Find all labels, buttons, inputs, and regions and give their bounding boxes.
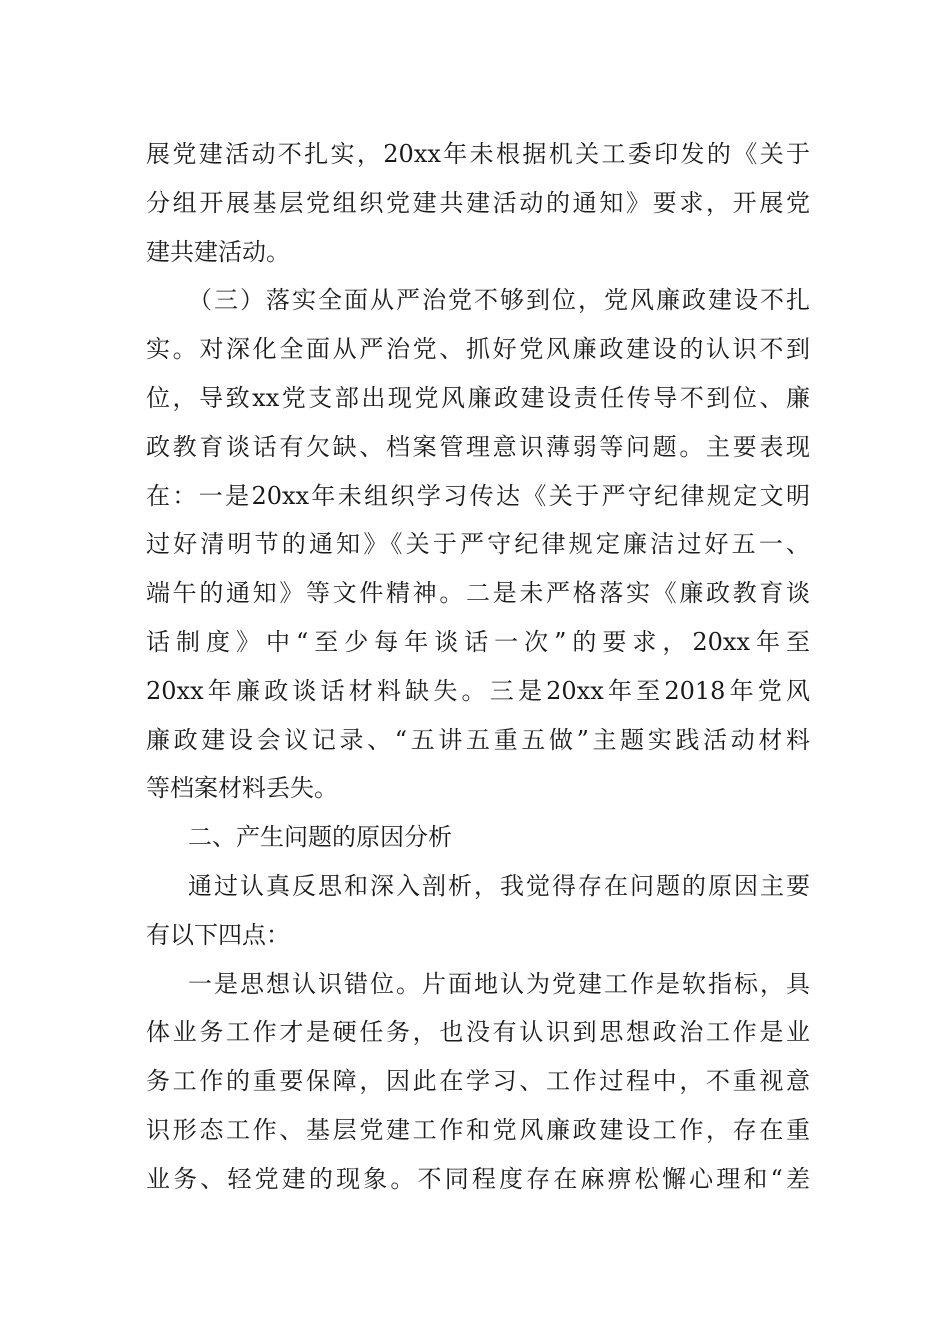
text-line: 二、产生问题的原因分析 [188, 823, 452, 852]
text-line: 建共建活动。 [146, 237, 290, 266]
text-line: 政教育谈话有欠缺、档案管理意识薄弱等问题。主要表现 [146, 432, 810, 461]
text-line: 业务、轻党建的现象。不同程度存在麻痹松懈心理和“差 [146, 1164, 810, 1193]
text-line: 实。对深化全面从严治党、抓好党风廉政建设的认识不到 [146, 335, 810, 364]
text-line: （三）落实全面从严治党不够到位，党风廉政建设不扎 [188, 286, 810, 315]
text-line: 一是思想认识错位。片面地认为党建工作是软指标，具 [188, 969, 810, 998]
text-line: 在：一是20xx年未组织学习传达《关于严守纪律规定文明 [146, 481, 810, 510]
document-body [146, 130, 810, 1204]
text-line: 位，导致xx党支部出现党风廉政建设责任传导不到位、廉 [146, 383, 810, 412]
text-line: 有以下四点： [146, 920, 290, 949]
text-line: 通过认真反思和深入剖析，我觉得存在问题的原因主要 [188, 871, 810, 900]
text-line: 展党建活动不扎实，20xx年未根据机关工委印发的《关于 [146, 140, 810, 168]
text-line: 端午的通知》等文件精神。二是未严格落实《廉政教育谈 [146, 579, 810, 608]
text-line: 体业务工作才是硬任务，也没有认识到思想政治工作是业 [146, 1018, 810, 1047]
text-line: 分组开展基层党组织党建共建活动的通知》要求，开展党 [146, 188, 810, 217]
text-line: 过好清明节的通知》《关于严守纪律规定廉洁过好五一、 [146, 530, 810, 559]
text-line: 识形态工作、基层党建工作和党风廉政建设工作，存在重 [146, 1115, 810, 1144]
text-line: 话制度》中“至少每年谈话一次”的要求，20xx年至 [146, 627, 810, 656]
text-line: 20xx年廉政谈话材料缺失。三是20xx年至2018年党风 [146, 676, 810, 705]
text-line: 务工作的重要保障，因此在学习、工作过程中，不重视意 [146, 1067, 810, 1096]
text-line: 廉政建设会议记录、“五讲五重五做”主题实践活动材料 [146, 725, 810, 754]
text-line: 等档案材料丢失。 [146, 774, 338, 803]
